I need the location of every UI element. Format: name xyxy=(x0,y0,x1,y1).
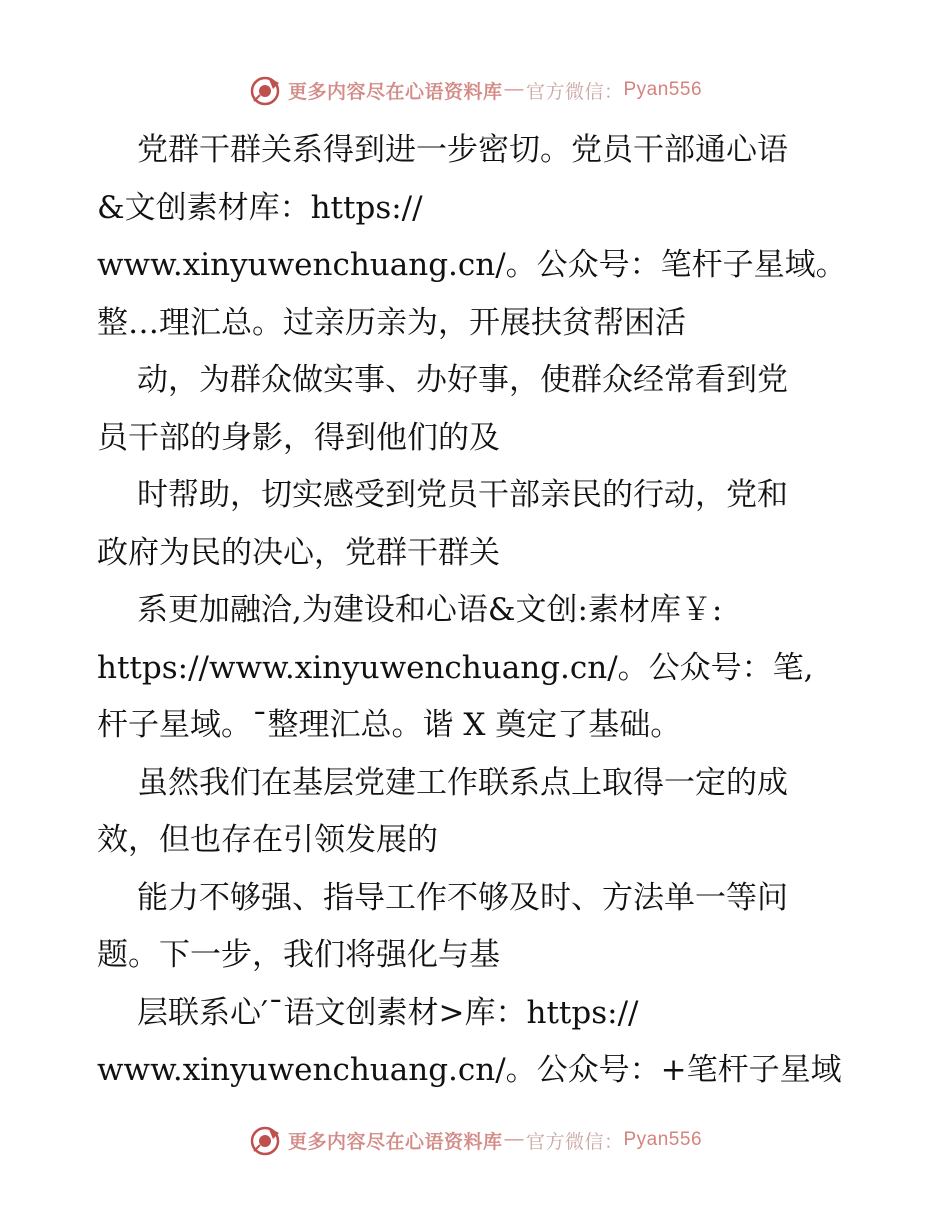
banner-wechat-label: 官方微信： xyxy=(525,1131,624,1153)
header-banner xyxy=(0,70,950,110)
document-body xyxy=(97,122,857,1100)
text-line: 能力不够强、指导工作不够及时、方法单一等问 xyxy=(137,879,788,916)
text-line: 虽然我们在基层党建工作联系点上取得一定的成 xyxy=(137,764,788,801)
text-line: 整…理汇总。过亲历亲为，开展扶贫帮困活 xyxy=(97,304,686,341)
text-line: &文创素材库：https:// xyxy=(97,189,423,226)
banner-tagline: 更多内容尽在心语资料库 xyxy=(287,1131,503,1153)
text-line: 效，但也存在引领发展的 xyxy=(97,822,438,858)
text-line: 时帮助，切实感受到党员干部亲民的行动，党和 xyxy=(137,477,788,513)
text-line: 杆子星域。¯整理汇总。谐 X 奠定了基础。 xyxy=(97,707,682,743)
text-line: www.xinyuwenchuang.cn/。公众号：+笔杆子星域 xyxy=(97,1052,842,1088)
text-line: 党群干群关系得到进一步密切。党员干部通心语 xyxy=(137,132,788,168)
text-line: 政府为民的决心，党群干群关 xyxy=(97,534,500,571)
text-line: 动，为群众做实事、办好事，使群众经常看到党 xyxy=(137,362,788,398)
banner-dash: — xyxy=(504,1129,524,1150)
banner-wechat-id: Pyan556 xyxy=(623,79,703,100)
text-line: www.xinyuwenchuang.cn/。公众号：笔杆子星域。 xyxy=(97,247,847,283)
banner-wechat-id: Pyan556 xyxy=(623,1129,703,1150)
banner-tagline: 更多内容尽在心语资料库 xyxy=(287,81,503,103)
logo-icon xyxy=(248,1123,282,1157)
text-line: 层联系心′¯语文创素材>库：https:// xyxy=(137,994,639,1031)
banner-wechat-label: 官方微信： xyxy=(525,81,624,103)
text-line: 题。下一步，我们将强化与基 xyxy=(97,937,500,973)
text-line: 系更加融洽,为建设和心语&文创:素材库￥: xyxy=(137,592,723,628)
logo-icon xyxy=(248,73,282,107)
footer-banner xyxy=(0,1120,950,1160)
text-line: 员干部的身影，得到他们的及 xyxy=(97,419,500,456)
text-line: https://www.xinyuwenchuang.cn/。公众号：笔, xyxy=(97,649,814,686)
banner-dash: — xyxy=(504,79,524,100)
